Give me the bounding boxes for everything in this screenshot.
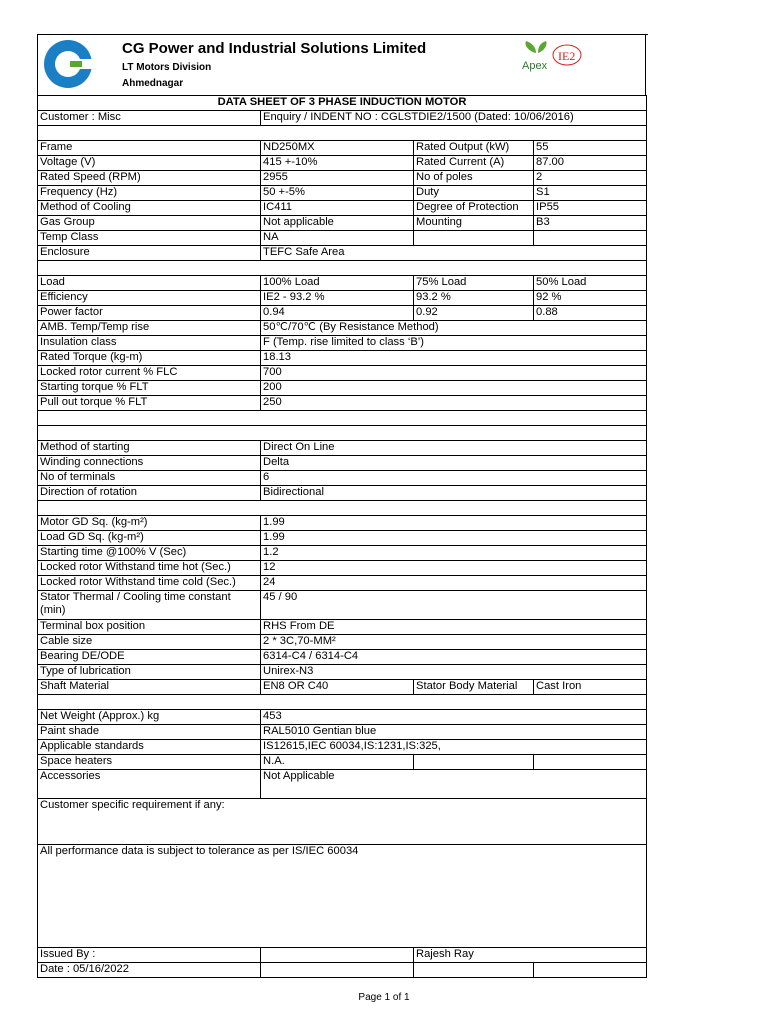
cell-label: Gas Group: [38, 216, 261, 231]
cell-label: Duty: [414, 186, 534, 201]
cell-value: 2955: [261, 171, 414, 186]
cell-label: Temp Class: [38, 231, 261, 246]
table-row: [38, 366, 647, 381]
cell-value: 200: [261, 381, 647, 396]
cell-label: Type of lubrication: [38, 665, 261, 680]
cell-value: 18.13: [261, 351, 647, 366]
cell-label: Load: [38, 276, 261, 291]
city-name: Ahmednagar: [122, 78, 184, 89]
cell-value: 2: [534, 171, 647, 186]
customer-label: Customer : Misc: [38, 111, 261, 126]
customer-requirement: Customer specific requirement if any:: [38, 799, 647, 845]
cell-value: 6: [261, 471, 647, 486]
cell-value: Not Applicable: [261, 770, 647, 799]
cell-value: 50 +-5%: [261, 186, 414, 201]
apex-ie2-logo: [510, 39, 590, 75]
signatory-name: Rajesh Ray: [414, 948, 647, 963]
enquiry-value: Enquiry / INDENT NO : CGLSTDIE2/1500 (Dated: 10/06/2016): [261, 111, 647, 126]
table-row: [38, 141, 647, 156]
cell-value: IS12615,IEC 60034,IS:1231,IS:325,: [261, 740, 647, 755]
ie2-text: IE2: [558, 49, 576, 63]
cell-label: Bearing DE/ODE: [38, 650, 261, 665]
cell-label: Applicable standards: [38, 740, 261, 755]
table-row: [38, 680, 647, 695]
cell-value: 92 %: [534, 291, 647, 306]
table-row: [38, 740, 647, 755]
cell-value: 50℃/70℃ (By Resistance Method): [261, 321, 647, 336]
cell-label: Terminal box position: [38, 620, 261, 635]
cell-value: IC411: [261, 201, 414, 216]
cell-value: 1.99: [261, 516, 647, 531]
table-row: [38, 665, 647, 680]
table-row: [38, 246, 647, 261]
date-row: [38, 963, 647, 978]
table-row: [38, 156, 647, 171]
table-row: [38, 620, 647, 635]
cg-logo-icon: [43, 39, 93, 89]
cell-label: Locked rotor Withstand time hot (Sec.): [38, 561, 261, 576]
cell-label: Rated Torque (kg-m): [38, 351, 261, 366]
cell-value: EN8 OR C40: [261, 680, 414, 695]
cell-value: 250: [261, 396, 647, 411]
cell-label: Starting time @100% V (Sec): [38, 546, 261, 561]
cell-value: 1.99: [261, 531, 647, 546]
apex-text: Apex: [522, 60, 548, 72]
cell-value: RHS From DE: [261, 620, 647, 635]
table-row: [38, 710, 647, 725]
table-row: [38, 456, 647, 471]
blank-row: [38, 261, 647, 276]
cell-value: IP55: [534, 201, 647, 216]
cell-value: 6314-C4 / 6314-C4: [261, 650, 647, 665]
blank-row: [38, 411, 647, 426]
company-name: CG Power and Industrial Solutions Limited: [122, 40, 427, 57]
cell-value: 12: [261, 561, 647, 576]
header-rule: [470, 34, 648, 35]
cell-label: Enclosure: [38, 246, 261, 261]
cell-label: No of terminals: [38, 471, 261, 486]
table-row: [38, 291, 647, 306]
cell-value: B3: [534, 216, 647, 231]
table-row: [38, 231, 647, 246]
cell-value: 87.00: [534, 156, 647, 171]
cell-label: Direction of rotation: [38, 486, 261, 501]
cell-value: 93.2 %: [414, 291, 534, 306]
cell-label: Frequency (Hz): [38, 186, 261, 201]
table-row: [38, 725, 647, 740]
cell-value: S1: [534, 186, 647, 201]
cell-value: 55: [534, 141, 647, 156]
cell-value: 0.88: [534, 306, 647, 321]
sheet-title: DATA SHEET OF 3 PHASE INDUCTION MOTOR: [38, 96, 647, 111]
title-row: [38, 96, 647, 111]
tolerance-row: [38, 845, 647, 948]
table-row: [38, 561, 647, 576]
cell-label: Load GD Sq. (kg-m²): [38, 531, 261, 546]
cell-value: NA: [261, 231, 414, 246]
blank-row: [38, 695, 647, 710]
cell-value: TEFC Safe Area: [261, 246, 647, 261]
table-row: [38, 635, 647, 650]
cell-label: Winding connections: [38, 456, 261, 471]
table-row: [38, 321, 647, 336]
cell-label: Cable size: [38, 635, 261, 650]
cell-label: Efficiency: [38, 291, 261, 306]
table-row: [38, 201, 647, 216]
table-row: [38, 471, 647, 486]
table-row: [38, 396, 647, 411]
customer-row: [38, 111, 647, 126]
cell-value: Not applicable: [261, 216, 414, 231]
issued-by-label: Issued By :: [38, 948, 261, 963]
cell-label: Stator Thermal / Cooling time constant (min): [38, 591, 261, 620]
leaf-icon: [525, 41, 546, 53]
cell-value: F (Temp. rise limited to class ‘B’): [261, 336, 647, 351]
table-row: [38, 755, 647, 770]
cell-value: N.A.: [261, 755, 414, 770]
requirement-row: [38, 799, 647, 845]
cell-value: 0.94: [261, 306, 414, 321]
table-row: [38, 650, 647, 665]
cell-label: Method of starting: [38, 441, 261, 456]
page-number: Page 1 of 1: [358, 992, 410, 1003]
blank-row: [38, 426, 647, 441]
cell-value: Cast Iron: [534, 680, 647, 695]
cell-value: 24: [261, 576, 647, 591]
cell-value: 75% Load: [414, 276, 534, 291]
table-row: [38, 770, 647, 799]
table-row: [38, 276, 647, 291]
cell-label: Mounting: [414, 216, 534, 231]
blank-row: [38, 126, 647, 141]
cell-label: Paint shade: [38, 725, 261, 740]
table-row: [38, 546, 647, 561]
cell-label: Net Weight (Approx.) kg: [38, 710, 261, 725]
blank-row: [38, 501, 647, 516]
cell-value: 100% Load: [261, 276, 414, 291]
cell-label: Power factor: [38, 306, 261, 321]
letterhead: [37, 34, 646, 95]
cell-value: 415 +-10%: [261, 156, 414, 171]
cell-label: Locked rotor Withstand time cold (Sec.): [38, 576, 261, 591]
cell-value: IE2 - 93.2 %: [261, 291, 414, 306]
cell-label: Starting torque % FLT: [38, 381, 261, 396]
table-row: [38, 306, 647, 321]
cell-value: 700: [261, 366, 647, 381]
cell-value: 0.92: [414, 306, 534, 321]
cell-label: Motor GD Sq. (kg-m²): [38, 516, 261, 531]
division-name: LT Motors Division: [122, 62, 212, 73]
cell-value: Bidirectional: [261, 486, 647, 501]
table-row: [38, 591, 647, 620]
issue-date: Date : 05/16/2022: [38, 963, 261, 978]
cell-label: Shaft Material: [38, 680, 261, 695]
cell-value: 1.2: [261, 546, 647, 561]
issued-row: [38, 948, 647, 963]
tolerance-note: All performance data is subject to tolerance as per IS/IEC 60034: [38, 845, 647, 948]
cell-value: 50% Load: [534, 276, 647, 291]
table-row: [38, 171, 647, 186]
table-row: [38, 516, 647, 531]
cell-label: Frame: [38, 141, 261, 156]
cell-label: Degree of Protection: [414, 201, 534, 216]
cell-label: Space heaters: [38, 755, 261, 770]
cell-label: Accessories: [38, 770, 261, 799]
table-row: [38, 351, 647, 366]
cell-label: Rated Output (kW): [414, 141, 534, 156]
cell-label: No of poles: [414, 171, 534, 186]
table-row: [38, 186, 647, 201]
table-row: [38, 441, 647, 456]
cell-value: ND250MX: [261, 141, 414, 156]
table-row: [38, 576, 647, 591]
table-row: [38, 486, 647, 501]
cell-value: RAL5010 Gentian blue: [261, 725, 647, 740]
cell-label: Method of Cooling: [38, 201, 261, 216]
table-row: [38, 381, 647, 396]
table-row: [38, 531, 647, 546]
cell-value: Delta: [261, 456, 647, 471]
cell-value: 453: [261, 710, 647, 725]
table-row: [38, 216, 647, 231]
cell-value: Direct On Line: [261, 441, 647, 456]
cell-value: 2 * 3C,70-MM²: [261, 635, 647, 650]
cell-label: Stator Body Material: [414, 680, 534, 695]
cell-value: Unirex-N3: [261, 665, 647, 680]
table-row: [38, 336, 647, 351]
cell-label: Pull out torque % FLT: [38, 396, 261, 411]
cell-label: Rated Current (A): [414, 156, 534, 171]
cell-label: AMB. Temp/Temp rise: [38, 321, 261, 336]
cell-label: Rated Speed (RPM): [38, 171, 261, 186]
spec-table: [37, 95, 647, 978]
cell-label: Insulation class: [38, 336, 261, 351]
cell-value: 45 / 90: [261, 591, 647, 620]
cell-label: Locked rotor current % FLC: [38, 366, 261, 381]
cell-label: Voltage (V): [38, 156, 261, 171]
datasheet: [37, 34, 646, 978]
